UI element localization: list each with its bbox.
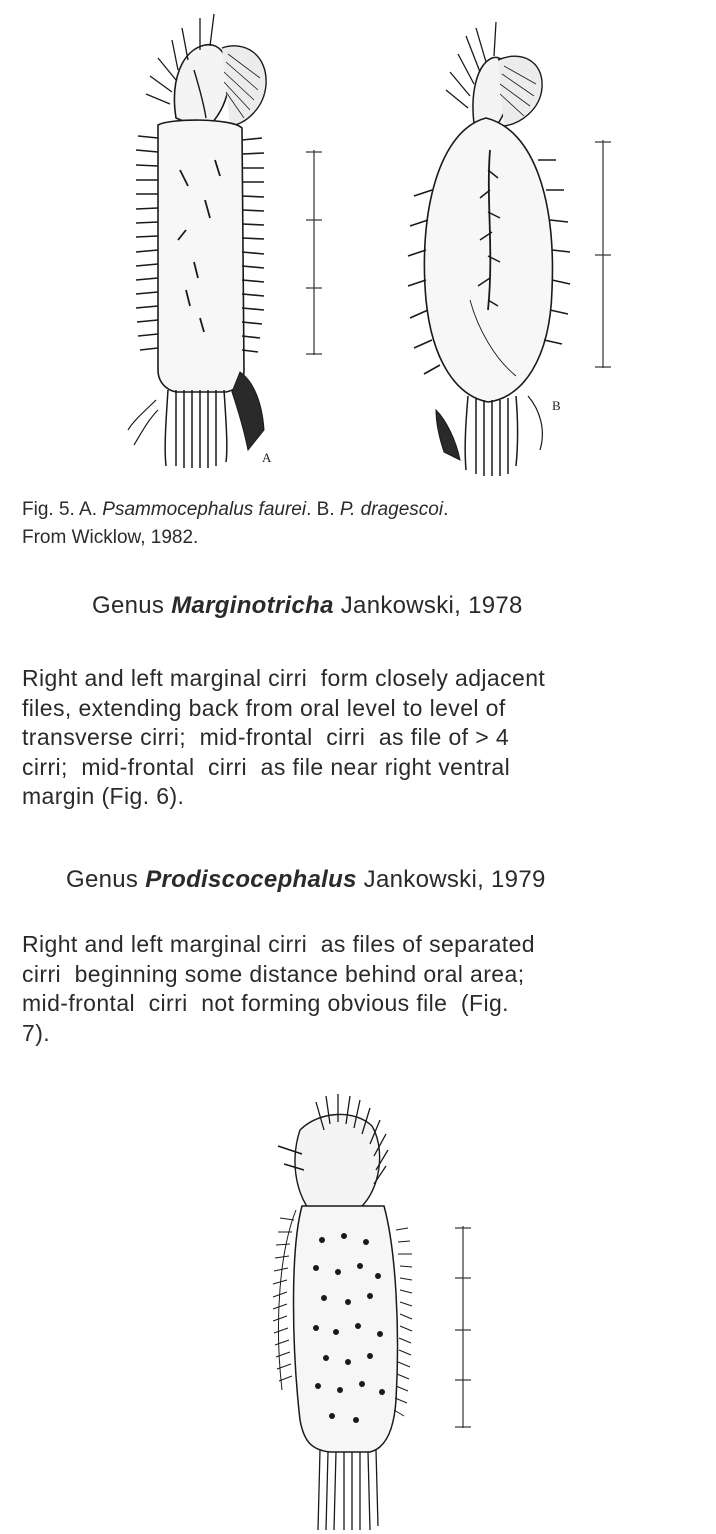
description-line: 7). xyxy=(22,1019,51,1046)
genus-name: Marginotricha xyxy=(171,592,334,619)
panel-a-label: A xyxy=(262,450,272,465)
genus-prefix: Genus xyxy=(66,866,146,893)
caption-end: . xyxy=(443,499,449,520)
caption-prefix: Fig. 5. A. xyxy=(22,499,103,520)
caption-separator: . B. xyxy=(306,499,340,520)
caption-line-1 xyxy=(22,496,716,524)
scale-bar-a xyxy=(306,150,322,355)
genus-prefix: Genus xyxy=(92,592,172,619)
caption-species-a: Psammocephalus faurei xyxy=(102,499,307,520)
figure-5-drawings xyxy=(0,0,716,480)
description-line: cirri beginning some distance behind oral area; xyxy=(22,960,525,987)
scale-bar-b xyxy=(595,140,611,368)
description-line: Right and left marginal cirri as files of separated xyxy=(22,931,535,957)
genus-heading-prodiscocephalus xyxy=(66,866,546,894)
genus-authority: Jankowski, 1979 xyxy=(356,866,546,893)
description-line: mid-frontal cirri not forming obvious file (Fig. xyxy=(22,990,509,1016)
scale-bar-fig-7 xyxy=(455,1226,471,1428)
description-line: files, extending back from oral level to level of xyxy=(22,694,506,721)
caption-species-b: P. dragescoi xyxy=(339,499,444,520)
genus-authority: Jankowski, 1978 xyxy=(333,592,523,619)
figure-5-caption xyxy=(22,496,716,552)
description-line: Right and left marginal cirri form closely adjacent xyxy=(22,665,546,691)
specimen-a-illustration xyxy=(128,14,266,468)
panel-b-label: B xyxy=(552,398,561,413)
genus-heading-marginotricha xyxy=(92,592,523,620)
specimen-b-illustration xyxy=(408,22,570,476)
description-line: margin (Fig. 6). xyxy=(22,783,185,809)
genus-description-prodiscocephalus xyxy=(22,930,716,1048)
description-line: transverse cirri; mid-frontal cirri as file of > 4 xyxy=(22,724,510,750)
specimen-illustration xyxy=(273,1094,412,1530)
genus-description-marginotricha xyxy=(22,664,716,812)
description-line: cirri; mid-frontal cirri as file near right ventral xyxy=(22,753,511,780)
caption-line-2: From Wicklow, 1982. xyxy=(22,527,199,548)
figure-7-drawing xyxy=(0,1090,716,1530)
genus-name: Prodiscocephalus xyxy=(145,866,357,893)
